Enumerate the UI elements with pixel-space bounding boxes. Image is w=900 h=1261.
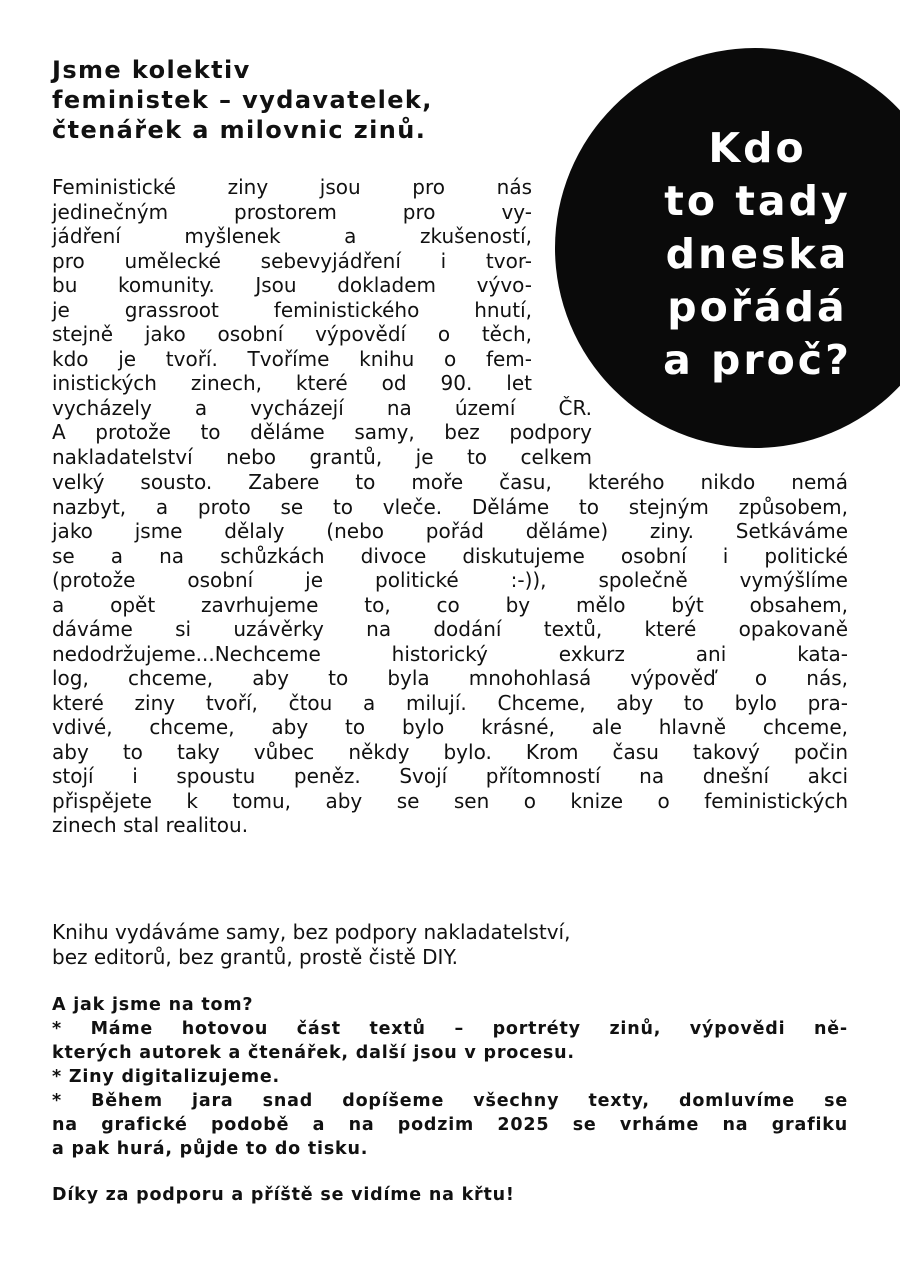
paragraph-line: přispějete k tomu, aby se sen o knize o feministických: [52, 788, 848, 813]
paragraph-line: a opět zavrhujeme to, co by mělo být obsahem,: [52, 592, 848, 617]
circle-line: dneska: [665, 230, 850, 278]
paragraph-line: bez editorů, bez grantů, prostě čistě DIY.: [52, 944, 458, 969]
paragraph-line: kdo je tvoří. Tvoříme knihu o fem-: [52, 346, 532, 371]
paragraph-line: Feministické ziny jsou pro nás: [52, 175, 532, 199]
heading-line: Jsme kolektiv: [52, 56, 251, 84]
status-line: na grafické podobě a na podzim 2025 se vrháme na grafiku: [52, 1115, 848, 1135]
paragraph-line: jádření myšlenek a zkušeností,: [52, 224, 532, 248]
paragraph-line: velký sousto. Zabere to moře času, kterého nikdo nemá: [52, 470, 848, 494]
paragraph-line: vdivé, chceme, aby to bylo krásné, ale hlavně chceme,: [52, 715, 848, 739]
circle-line: a proč?: [663, 336, 852, 384]
paragraph-line: stojí i spoustu peněz. Svojí přítomností na dnešní akci: [52, 764, 848, 788]
paragraph-line: nedodržujeme...Nechceme historický exkurz ani kata-: [52, 641, 848, 666]
paragraph-line: dáváme si uzávěrky na dodání textů, které opakovaně: [52, 617, 848, 641]
paragraph-line: log, chceme, aby to byla mnohohlasá výpověď o nás,: [52, 666, 848, 690]
circle-line: Kdo: [708, 124, 807, 172]
paragraph-line: bu komunity. Jsou dokladem vývo-: [52, 273, 532, 297]
status-line: * Ziny digitalizujeme.: [52, 1067, 280, 1087]
status-line: * Během jara snad dopíšeme všechny texty, domluvíme se: [52, 1091, 848, 1111]
paragraph-line: inistických zinech, které od 90. let: [52, 371, 532, 395]
paragraph-line: nazbyt, a proto se to vleče. Děláme to stejným způsobem,: [52, 494, 848, 519]
heading-line: čtenářek a milovnic zinů.: [52, 116, 427, 144]
paragraph-line: pro umělecké sebevyjádření i tvor-: [52, 248, 532, 273]
heading-line: feministek – vydavatelek,: [52, 86, 433, 114]
paragraph-line: aby to taky vůbec někdy bylo. Krom času takový počin: [52, 739, 848, 764]
circle-line: pořádá: [667, 283, 848, 331]
status-line: kterých autorek a čtenářek, další jsou v procesu.: [52, 1043, 575, 1063]
circle-line: to tady: [664, 177, 851, 225]
paragraph-line: vycházely a vycházejí na území ČR.: [52, 395, 592, 420]
paragraph-line: A protože to děláme samy, bez podpory: [52, 420, 592, 444]
paragraph-line: se a na schůzkách divoce diskutujeme osobní i politické: [52, 543, 848, 568]
status-heading: A jak jsme na tom?: [52, 995, 254, 1015]
circle-heading: [640, 122, 875, 387]
intro-paragraph: [52, 175, 592, 469]
paragraph-line: Knihu vydáváme samy, bez podpory nakladatelství,: [52, 920, 571, 944]
paragraph-line: jako jsme dělaly (nebo pořád děláme) ziny. Setkáváme: [52, 519, 848, 543]
paragraph-line: stejně jako osobní výpovědí o těch,: [52, 322, 532, 346]
page-heading: [52, 55, 433, 145]
status-line: a pak hurá, půjde to do tisku.: [52, 1139, 369, 1159]
status-section: [52, 993, 848, 1161]
status-line: * Máme hotovou část textů – portréty zinů, výpovědi ně-: [52, 1019, 848, 1039]
paragraph-line: jedinečným prostorem pro vy-: [52, 199, 532, 224]
paragraph-line: zinech stal realitou.: [52, 813, 249, 837]
thanks-line: Díky za podporu a příště se vidíme na křtu!: [52, 1185, 515, 1205]
paragraph-line: které ziny tvoří, čtou a milují. Chceme, aby to bylo pra-: [52, 690, 848, 715]
paragraph-line: (protože osobní je politické :-)), společně vymýšlíme: [52, 568, 848, 592]
diy-paragraph: [52, 920, 570, 969]
paragraph-line: je grassroot feministického hnutí,: [52, 297, 532, 322]
main-paragraph: [52, 470, 848, 838]
paragraph-line: nakladatelství nebo grantů, je to celkem: [52, 444, 592, 469]
